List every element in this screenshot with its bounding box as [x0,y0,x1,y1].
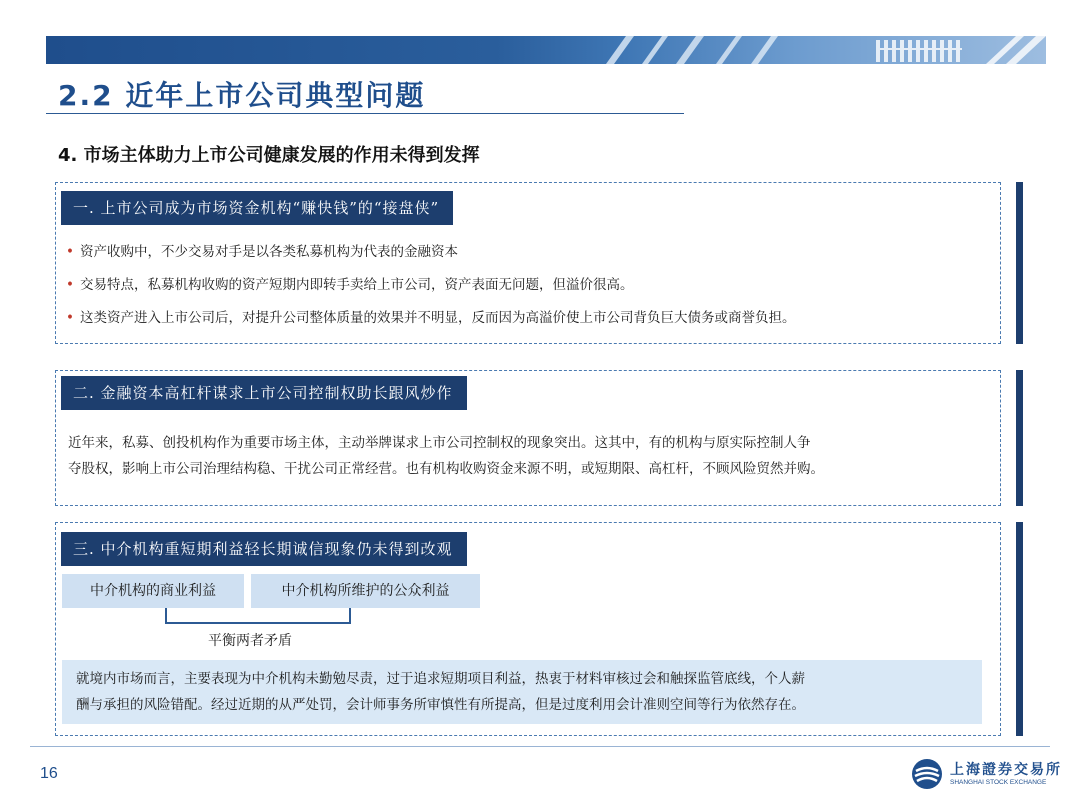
section-three-side-bar [1016,522,1023,736]
section-one-bullets [64,236,796,335]
bullet-item: • 交易特点，私募机构收购的资产短期内即转手卖给上市公司，资产表面无问题，但溢价很高。 [64,269,796,302]
slide-title: 2.2 近年上市公司典型问题 [58,79,426,112]
section-two-paragraph [68,430,998,482]
section-one-heading: 一. 上市公司成为市场资金机构“赚快钱”的“接盘侠” [61,191,453,225]
public-interest-tag: 中介机构所维护的公众利益 [251,574,480,608]
note-line: 就境内市场而言，主要表现为中介机构未勤勉尽责，过于追求短期项目利益，热衷于材料审核过会和触探监管底线，个人薪 [76,671,805,687]
balance-bracket [165,608,351,624]
footer-divider [30,746,1050,747]
section-three-heading: 三. 中介机构重短期利益轻长期诚信现象仍未得到改观 [61,532,467,566]
bullet-item: • 这类资产进入上市公司后，对提升公司整体质量的效果并不明显，反而因为高溢价使上市公司背负巨大债务或商誉负担。 [64,302,796,335]
commercial-interest-tag: 中介机构的商业利益 [62,574,244,608]
paragraph-line: 夺股权，影响上市公司治理结构稳、干扰公司正常经营。也有机构收购资金来源不明，或短期限、高杠杆，不顾风险贸然并购。 [68,461,824,477]
building-graphic [546,36,1046,64]
sse-logo [910,757,1062,791]
section-three-note [62,660,982,724]
balance-label: 平衡两者矛盾 [208,633,292,649]
section-two-side-bar [1016,370,1023,506]
section-two-heading: 二. 金融资本高杠杆谋求上市公司控制权助长跟风炒作 [61,376,467,410]
paragraph-line: 近年来，私募、创投机构作为重要市场主体，主动举牌谋求上市公司控制权的现象突出。这其中，有的机构与原实际控制人争 [68,435,811,451]
note-line: 酬与承担的风险错配。经过近期的从严处罚，会计师事务所审慎性有所提高，但是过度利用会计准则空间等行为依然存在。 [76,697,805,713]
page-number: 16 [40,765,58,782]
logo-chinese-name: 上海證券交易所 [950,762,1062,778]
bullet-item: • 资产收购中，不少交易对手是以各类私募机构为代表的金融资本 [64,236,796,269]
slide-subtitle: 4. 市场主体助力上市公司健康发展的作用未得到发挥 [58,145,480,166]
section-one-side-bar [1016,182,1023,344]
logo-english-name: SHANGHAI STOCK EXCHANGE [950,779,1047,786]
title-underline [46,113,684,114]
sse-emblem-icon [910,757,944,791]
header-banner [46,36,1046,64]
